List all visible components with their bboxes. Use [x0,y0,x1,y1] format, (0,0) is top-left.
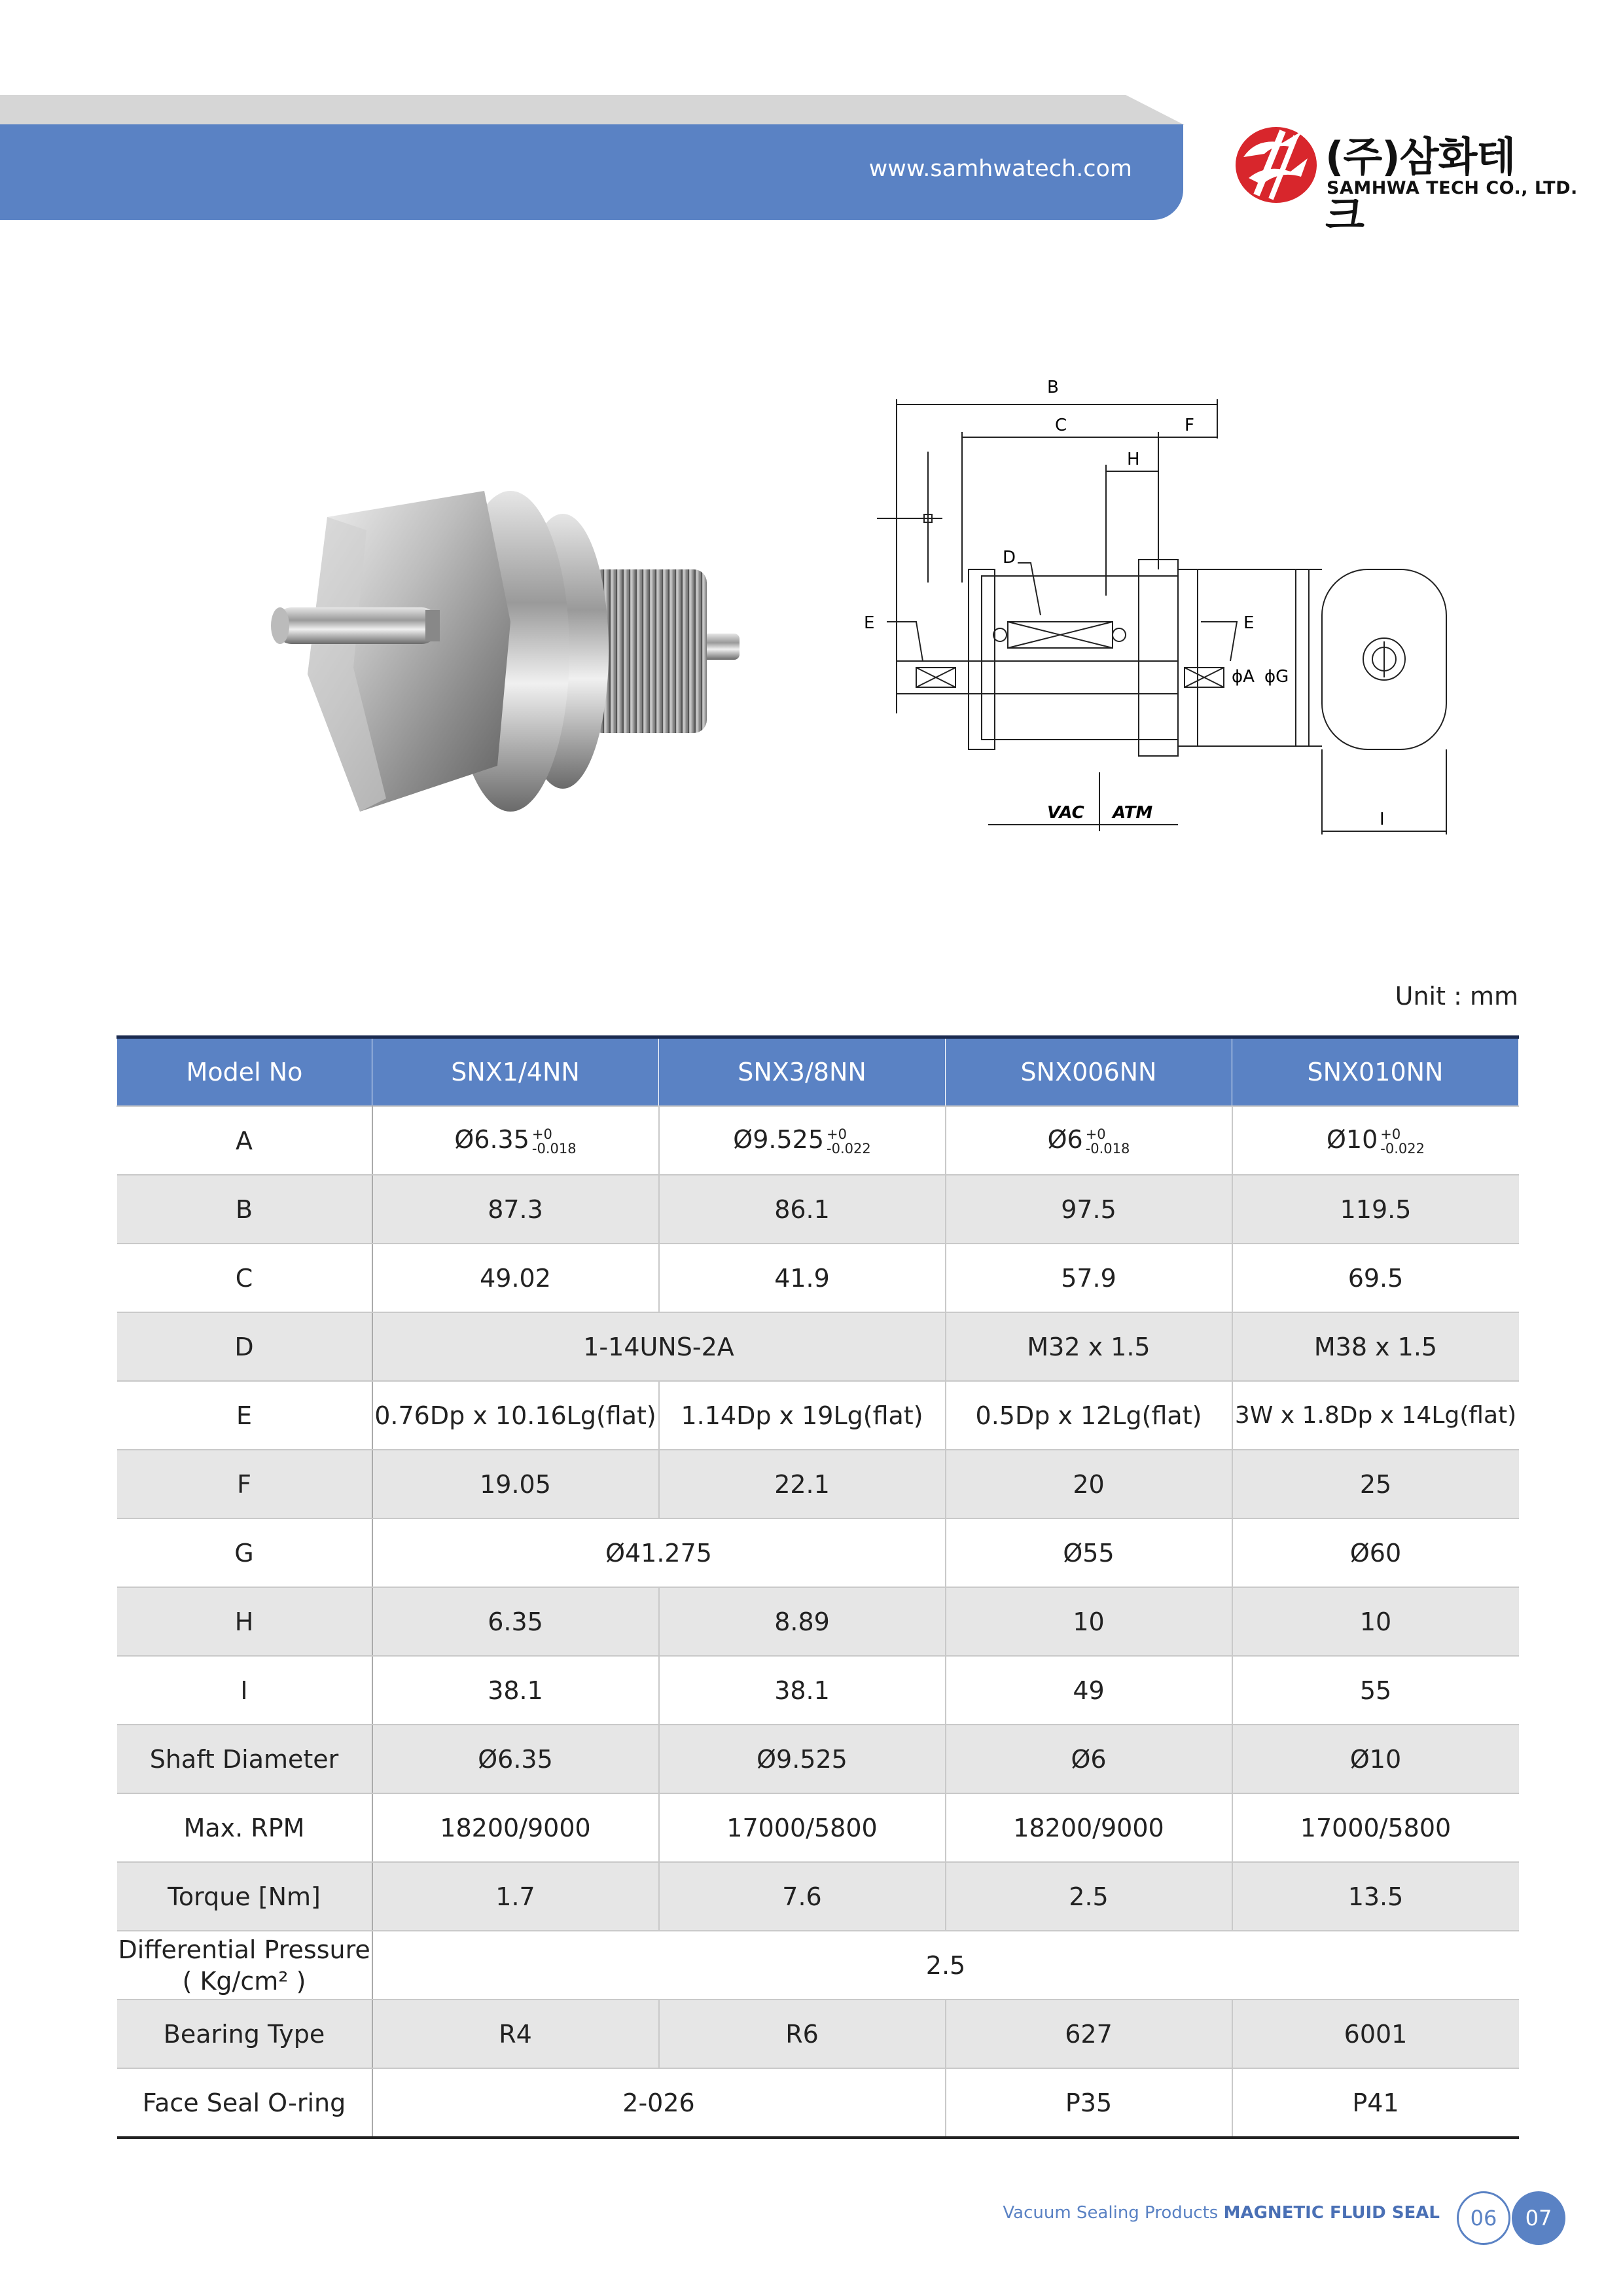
row-label: H [117,1587,372,1656]
cell-rpm-4: 17000/5800 [1232,1793,1519,1862]
cell-a-2: Ø9.525 +0 -0.022 [659,1106,946,1175]
header-snx010nn: SNX010NN [1232,1037,1519,1107]
cell-f-1: 19.05 [372,1450,659,1518]
cell-bearing-2: R6 [659,2000,946,2068]
page-number-right: 07 [1512,2191,1565,2245]
row-label: C [117,1244,372,1312]
cell-shaft-3: Ø6 [946,1725,1232,1793]
row-label: E [117,1381,372,1450]
table-row-f [117,1450,1519,1518]
cell-torque-2: 7.6 [659,1862,946,1931]
dim-label-phiG: ϕG [1264,667,1289,687]
row-label: A [117,1106,372,1175]
cell-pressure-merged: 2.5 [372,1931,1519,2000]
cell-i-4: 55 [1232,1656,1519,1725]
cell-i-2: 38.1 [659,1656,946,1725]
cell-torque-4: 13.5 [1232,1862,1519,1931]
table-row-torque [117,1862,1519,1931]
row-label: Shaft Diameter [117,1725,372,1793]
row-label: I [117,1656,372,1725]
cell-bearing-1: R4 [372,2000,659,2068]
cell-bearing-3: 627 [946,2000,1232,2068]
cell-h-3: 10 [946,1587,1232,1656]
table-row-h [117,1587,1519,1656]
table-row-d [117,1312,1519,1381]
spec-table [116,1035,1519,2139]
cell-torque-3: 2.5 [946,1862,1232,1931]
cell-c-1: 49.02 [372,1244,659,1312]
dim-label-E-left: E [864,613,875,633]
footer-caption [916,2203,1440,2223]
header-snx38nn: SNX3/8NN [659,1037,946,1107]
cell-g-3: Ø55 [946,1518,1232,1587]
header-snx006nn: SNX006NN [946,1037,1232,1107]
table-row-b [117,1175,1519,1244]
cell-oring-3: P35 [946,2068,1232,2138]
dim-label-F: F [1185,416,1194,435]
cell-i-1: 38.1 [372,1656,659,1725]
cell-g-merged: Ø41.275 [372,1518,946,1587]
table-row-i [117,1656,1519,1725]
cell-d-4: M38 x 1.5 [1232,1312,1519,1381]
logo-english-name: SAMHWA TECH CO., LTD. [1327,178,1578,198]
table-row-g [117,1518,1519,1587]
cell-e-2: 1.14Dp x 19Lg(flat) [659,1381,946,1450]
cell-a-1: Ø6.35 +0 -0.018 [372,1106,659,1175]
header-snx14nn: SNX1/4NN [372,1037,659,1107]
footer-product-line: MAGNETIC FLUID SEAL [1223,2203,1440,2223]
cell-e-1: 0.76Dp x 10.16Lg(flat) [372,1381,659,1450]
cell-shaft-4: Ø10 [1232,1725,1519,1793]
cell-f-3: 20 [946,1450,1232,1518]
cell-torque-1: 1.7 [372,1862,659,1931]
table-row-differential-pressure [117,1931,1519,2000]
table-row-face-seal-oring [117,2068,1519,2138]
dim-label-C: C [1055,416,1067,435]
row-label: Face Seal O-ring [117,2068,372,2138]
table-row-shaft-diameter [117,1725,1519,1793]
row-label: Bearing Type [117,2000,372,2068]
header-model-no: Model No [117,1037,372,1107]
cell-f-2: 22.1 [659,1450,946,1518]
footer-category: Vacuum Sealing Products [1003,2203,1219,2223]
table-row-bearing-type [117,2000,1519,2068]
cell-bearing-4: 6001 [1232,2000,1519,2068]
cell-b-3: 97.5 [946,1175,1232,1244]
cell-d-merged: 1-14UNS-2A [372,1312,946,1381]
product-photo [249,458,759,877]
cell-h-1: 6.35 [372,1587,659,1656]
row-label: B [117,1175,372,1244]
cell-c-3: 57.9 [946,1244,1232,1312]
row-label: G [117,1518,372,1587]
row-label: F [117,1450,372,1518]
cell-h-2: 8.89 [659,1587,946,1656]
cell-a-3: Ø6 +0 -0.018 [946,1106,1232,1175]
page-number-left: 06 [1457,2191,1510,2245]
dim-label-H: H [1127,450,1140,469]
cell-e-4: 3W x 1.8Dp x 14Lg(flat) [1232,1381,1519,1450]
row-label: Torque [Nm] [117,1862,372,1931]
samhwa-logo-icon [1230,118,1322,209]
cell-i-3: 49 [946,1656,1232,1725]
company-logo [1230,118,1578,239]
cell-shaft-2: Ø9.525 [659,1725,946,1793]
header-url[interactable]: www.samhwatech.com [868,156,1132,182]
cell-c-2: 41.9 [659,1244,946,1312]
cell-shaft-1: Ø6.35 [372,1725,659,1793]
logo-korean-name: (주)삼화테크 [1325,133,1516,239]
cell-g-4: Ø60 [1232,1518,1519,1587]
cell-c-4: 69.5 [1232,1244,1519,1312]
technical-drawing [851,373,1466,857]
table-row-c [117,1244,1519,1312]
dim-label-E-right: E [1243,613,1255,633]
cell-a-4: Ø10 +0 -0.022 [1232,1106,1519,1175]
dim-label-D: D [1003,548,1016,567]
cell-d-3: M32 x 1.5 [946,1312,1232,1381]
dim-label-phiA: ϕA [1232,667,1255,687]
dim-label-I: I [1380,810,1385,829]
cell-rpm-3: 18200/9000 [946,1793,1232,1862]
cell-rpm-1: 18200/9000 [372,1793,659,1862]
label-atm: ATM [1113,803,1153,823]
cell-b-4: 119.5 [1232,1175,1519,1244]
label-vac: VAC [1047,803,1084,823]
table-row-e [117,1381,1519,1450]
row-label: Differential Pressure ( Kg/cm² ) [117,1931,372,2000]
cell-oring-merged: 2-026 [372,2068,946,2138]
table-header-row [117,1037,1519,1107]
cell-e-3: 0.5Dp x 12Lg(flat) [946,1381,1232,1450]
table-row-a [117,1106,1519,1175]
cell-b-1: 87.3 [372,1175,659,1244]
row-label: D [117,1312,372,1381]
cell-f-4: 25 [1232,1450,1519,1518]
unit-label: Unit : mm [1395,982,1518,1011]
header-gray-band [0,95,1185,125]
table-row-max-rpm [117,1793,1519,1862]
cell-oring-4: P41 [1232,2068,1519,2138]
cell-b-2: 86.1 [659,1175,946,1244]
cell-rpm-2: 17000/5800 [659,1793,946,1862]
row-label: Max. RPM [117,1793,372,1862]
cell-h-4: 10 [1232,1587,1519,1656]
dim-label-B: B [1047,378,1059,397]
